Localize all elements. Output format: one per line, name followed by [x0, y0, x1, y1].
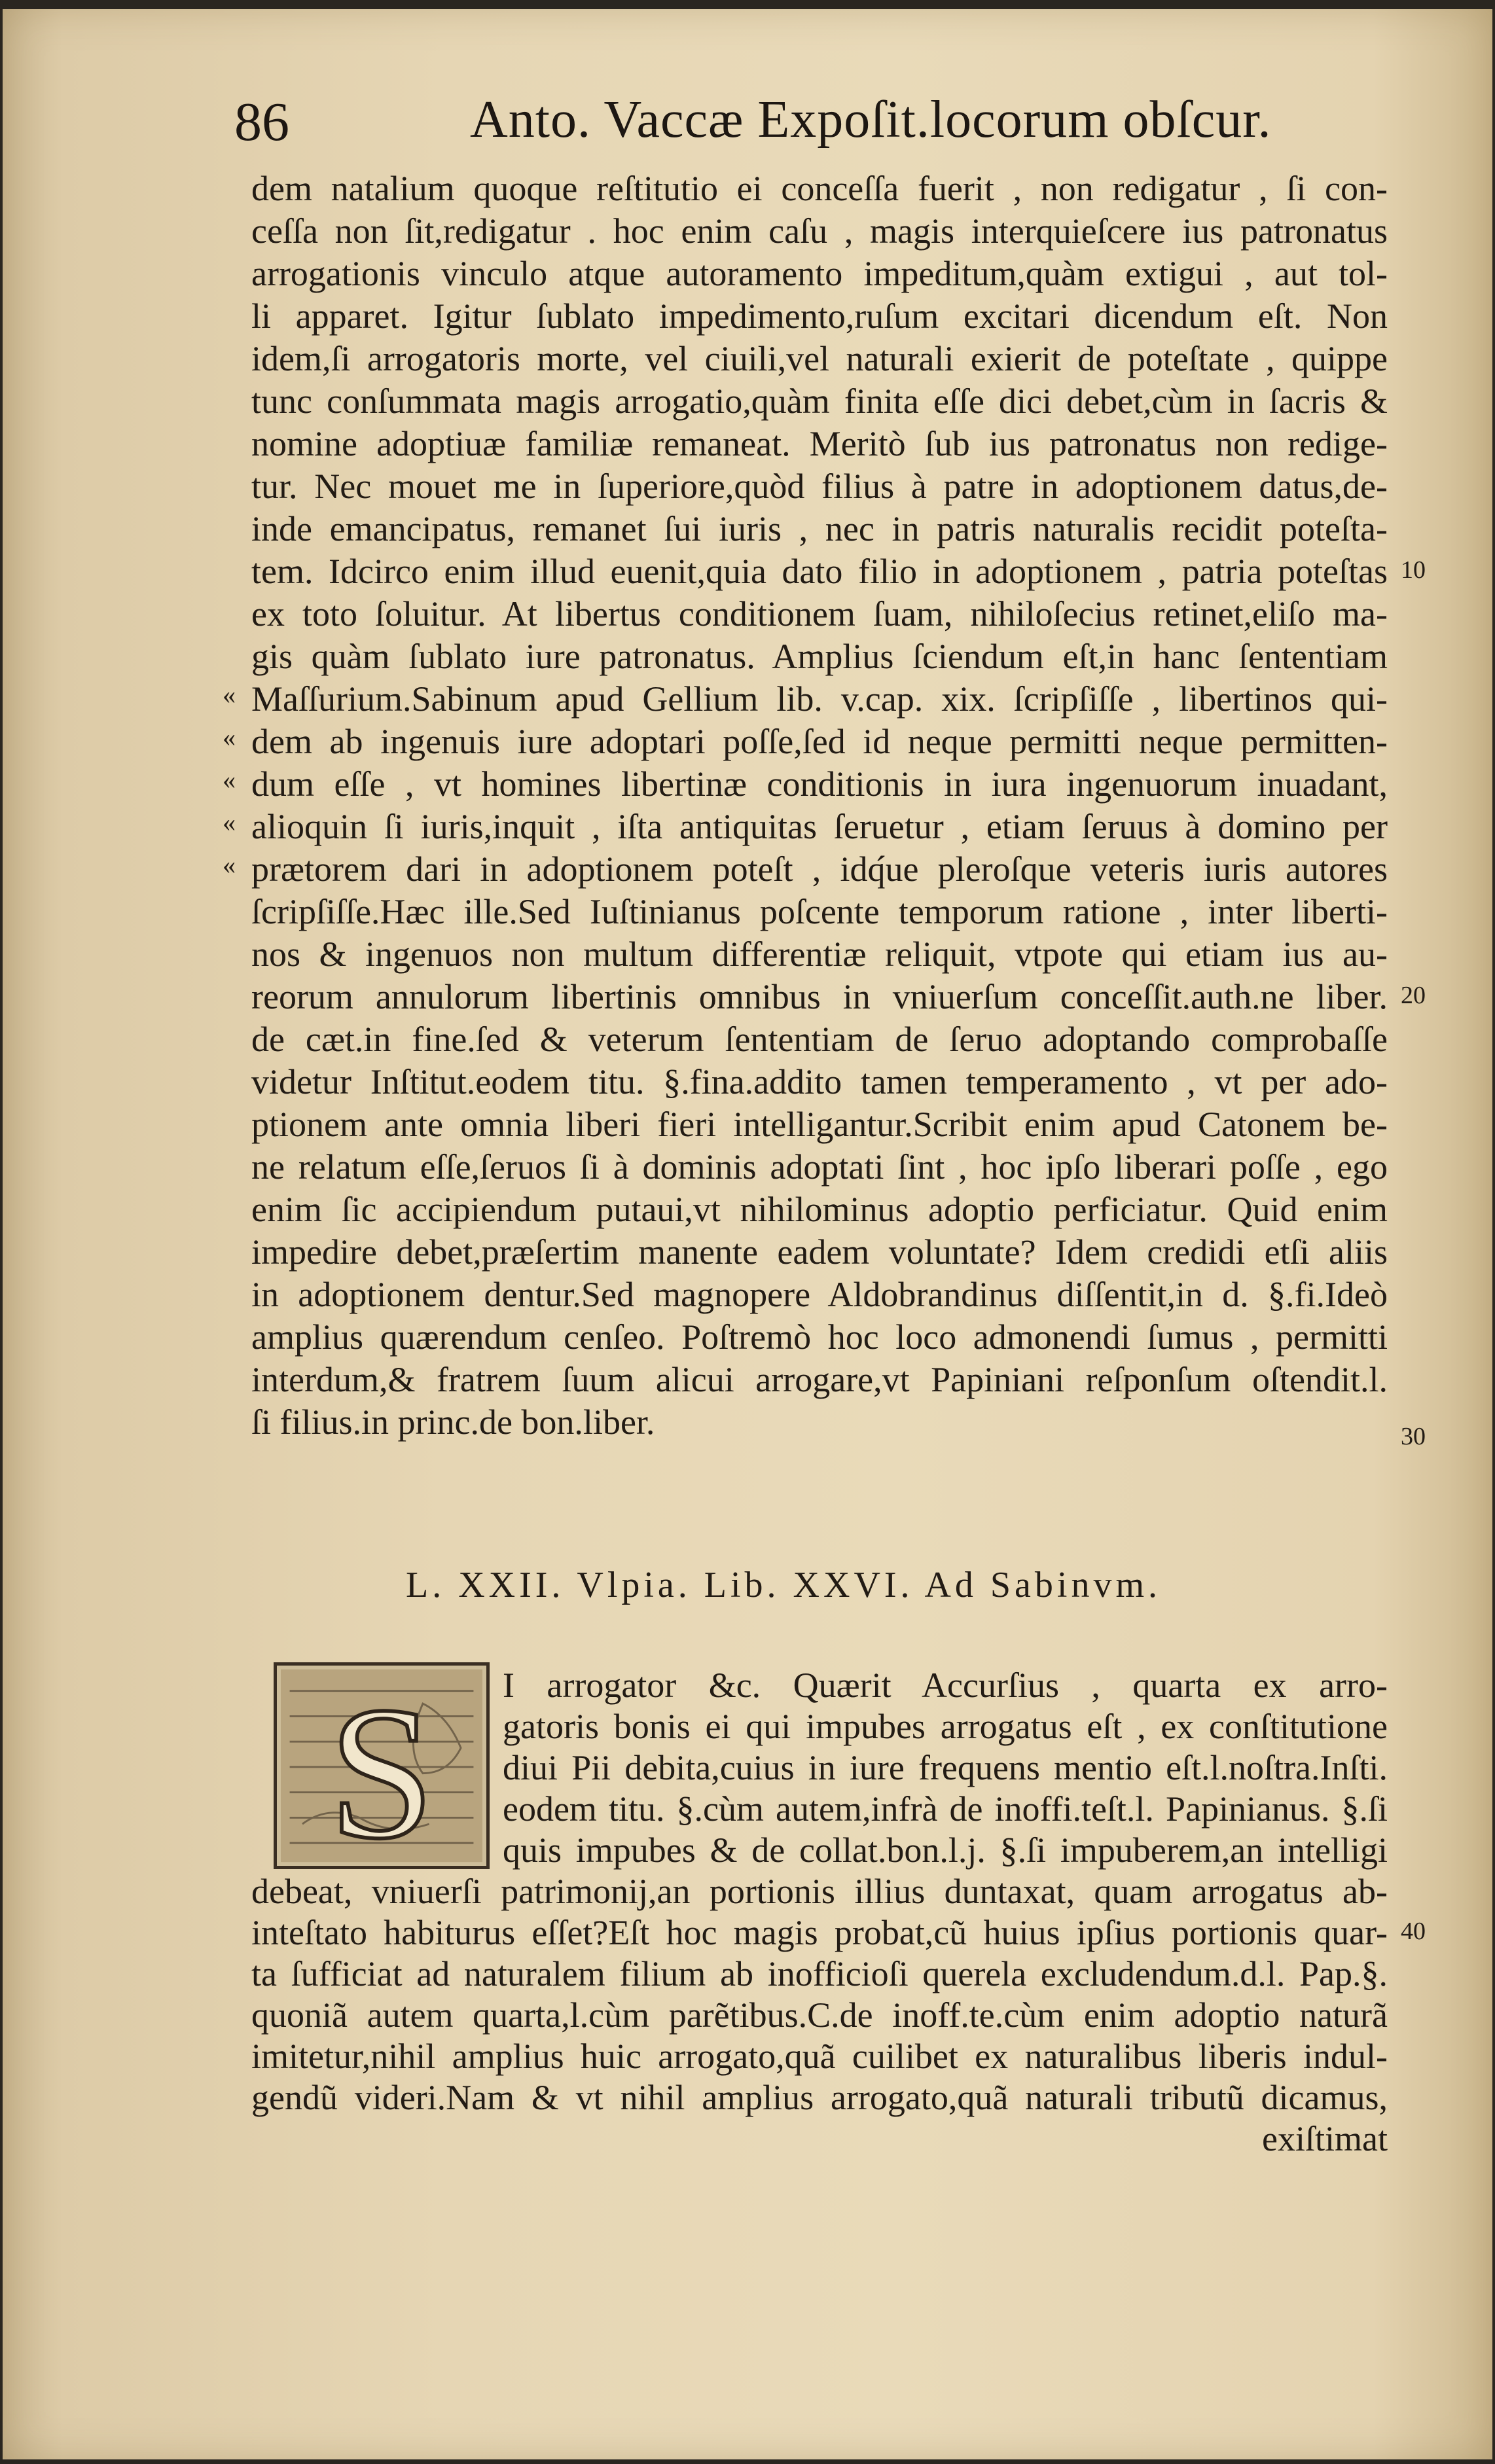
text-line: alioquin ſi iuris,inquit , iſta antiquitas ſeruetur , etiam ſeruus à domino per: [251, 807, 1388, 846]
text-line-wrapper: [223, 764, 1388, 804]
text-line-wrapper: [223, 722, 1388, 761]
text-line: li apparet. Igitur ſublato impedimento,ruſum excitari dicendum eſt. Non: [251, 296, 1388, 336]
text-line: enim ſic accipiendum putaui,vt nihilominus adoptio perficiatur. Quid enim: [251, 1190, 1388, 1229]
text-line: inteſtato habiturus eſſet?Eſt hoc magis probat,cũ huius ipſius portionis quar-: [251, 1913, 1388, 1952]
quote-marker: «: [223, 850, 236, 880]
quote-marker: «: [223, 680, 236, 709]
text-line: nos & ingenuos non multum differentiæ reliquit, vtpote qui etiam ius au-: [251, 935, 1388, 974]
text-line: tem. Idcirco enim illud euenit,quia dato filio in adoptionem , patria poteſtas: [251, 552, 1388, 591]
page-number: 86: [234, 92, 289, 152]
text-line: quoniã autem quarta,l.cùm parẽtibus.C.de inoff.te.cùm enim adoptio naturã: [251, 1995, 1388, 2035]
text-line: eodem titu. §.cùm autem,infrà de inoffi.teſt.l. Papinianus. §.ſi: [503, 1789, 1388, 1829]
line-number: 30: [1401, 1423, 1426, 1450]
running-head: Anto. Vaccæ Expoſit.locorum obſcur.: [470, 91, 1272, 149]
text-line: ta ſufficiat ad naturalem filium ab inofficioſi querela excludendum.d.l. Pap.§.: [251, 1954, 1388, 1993]
text-line: tunc conſummata magis arrogatio,quàm finita eſſe dici debet,cùm in ſacris &: [251, 382, 1388, 421]
text-line: ptionem ante omnia liberi fieri intelligantur.Scribit enim apud Catonem be-: [251, 1105, 1388, 1144]
text-line: in adoptionem dentur.Sed magnopere Aldobrandinus diſſentit,in d. §.fi.Ideò: [251, 1275, 1388, 1314]
text-line: prætorem dari in adoptionem poteſt , idq́ue pleroſque veteris iuris autores: [251, 849, 1388, 889]
text-line: ne relatum eſſe,ſeruos ſi à dominis adoptati ſint , hoc ipſo liberari poſſe , ego: [251, 1147, 1388, 1187]
text-line: diui Pii debita,cuius in iure frequens mentio eſt.l.noſtra.Inſti.: [503, 1748, 1388, 1787]
text-line-wrapper: [251, 977, 1426, 1016]
text-line: nomine adoptiuæ familiæ remaneat. Meritò ſub ius patronatus non redige-: [251, 424, 1388, 463]
decorated-initial-icon: [277, 1666, 486, 1866]
text-line: videtur Inſtitut.eodem titu. §.fina.addito tamen temperamento , vt per ado-: [251, 1062, 1388, 1101]
quote-marker: «: [223, 765, 236, 795]
text-line: ex toto ſoluitur. At libertus conditionem ſuam, nihiloſecius retinet,eliſo ma-: [251, 594, 1388, 634]
text-line: inde emancipatus, remanet ſui iuris , nec in patris naturalis recidit poteſta-: [251, 509, 1388, 548]
text-line-wrapper: [251, 1913, 1426, 1952]
text-line: dem natalium quoque reſtitutio ei conceſſa fuerit , non redigatur , ſi con-: [251, 169, 1388, 208]
decorated-initial: [274, 1662, 490, 1869]
text-line: amplius quærendum cenſeo. Poſtremò hoc loco admonendi ſumus , permitti: [251, 1317, 1388, 1357]
line-number: 20: [1401, 982, 1426, 1009]
text-line: imitetur,nihil amplius huic arrogato,quã cuilibet ex naturalibus liberis indul-: [251, 2037, 1388, 2076]
text-line-wrapper: [223, 679, 1388, 719]
text-line-wrapper: [223, 807, 1388, 846]
text-line: ſcripſiſſe.Hæc ille.Sed Iuſtinianus poſcente temporum ratione , inter liberti-: [251, 892, 1388, 931]
catchword: exiſtimat: [1262, 2119, 1388, 2158]
initial-letter-glyph: S: [329, 1667, 435, 1866]
text-line: ſi filius.in princ.de bon.liber.: [251, 1402, 655, 1442]
quote-marker: «: [223, 808, 236, 837]
text-line: impedire debet,præſertim manente eadem voluntate? Idem credidi etſi aliis: [251, 1232, 1388, 1272]
text-line: dem ab ingenuis iure adoptari poſſe,ſed id neque permitti neque permitten-: [251, 722, 1388, 761]
text-line: reorum annulorum libertinis omnibus in vniuerſum conceſſit.auth.ne liber.: [251, 977, 1388, 1016]
text-line: gatoris bonis ei qui impubes arrogatus eſt , ex conſtitutione: [503, 1707, 1388, 1746]
text-line: tur. Nec mouet me in ſuperiore,quòd filius à patre in adoptionem datus,de-: [251, 467, 1388, 506]
text-line: gendũ videri.Nam & vt nihil amplius arrogato,quã naturali tributũ dicamus,: [251, 2078, 1388, 2117]
text-line: debeat, vniuerſi patrimonij,an portionis illius duntaxat, quam arrogatus ab-: [251, 1872, 1388, 1911]
text-line: de cæt.in fine.ſed & veterum ſententiam de ſeruo adoptando comprobaſſe: [251, 1020, 1388, 1059]
text-line: dum eſſe , vt homines libertinæ conditionis in iura ingenuorum inuadant,: [251, 764, 1388, 804]
text-line: gis quàm ſublato iure patronatus. Amplius ſciendum eſt,in hanc ſententiam: [251, 637, 1388, 676]
text-line: I arrogator &c. Quærit Accurſius , quarta ex arro-: [503, 1666, 1388, 1705]
text-line: arrogationis vinculo atque autoramento impeditum,quàm extigui , aut tol-: [251, 254, 1388, 293]
text-line: Maſſurium.Sabinum apud Gellium lib. v.cap. xix. ſcripſiſſe , libertinos qui-: [251, 679, 1388, 719]
text-line-wrapper: [251, 1402, 1426, 1450]
line-number: 10: [1401, 556, 1426, 584]
section-heading: L. XXII. Vlpia. Lib. XXVI. Ad Sabinvm.: [406, 1565, 1161, 1605]
text-line: interdum,& fratrem ſuum alicui arrogare,vt Papiniani reſponſum oſtendit.l.: [251, 1360, 1388, 1399]
quote-marker: «: [223, 723, 236, 752]
text-line-wrapper: [251, 552, 1426, 591]
line-number: 40: [1401, 1918, 1426, 1945]
text-line: quis impubes & de collat.bon.l.j. §.ſi impuberem,an intelligi: [503, 1830, 1388, 1870]
text-line: ceſſa non ſit,redigatur . hoc enim caſu , magis interquieſcere ius patronatus: [251, 211, 1388, 251]
text-line: idem,ſi arrogatoris morte, vel ciuili,vel naturali exierit de poteſtate , quippe: [251, 339, 1388, 378]
page-header: [228, 90, 1354, 162]
text-line-wrapper: [223, 849, 1388, 889]
